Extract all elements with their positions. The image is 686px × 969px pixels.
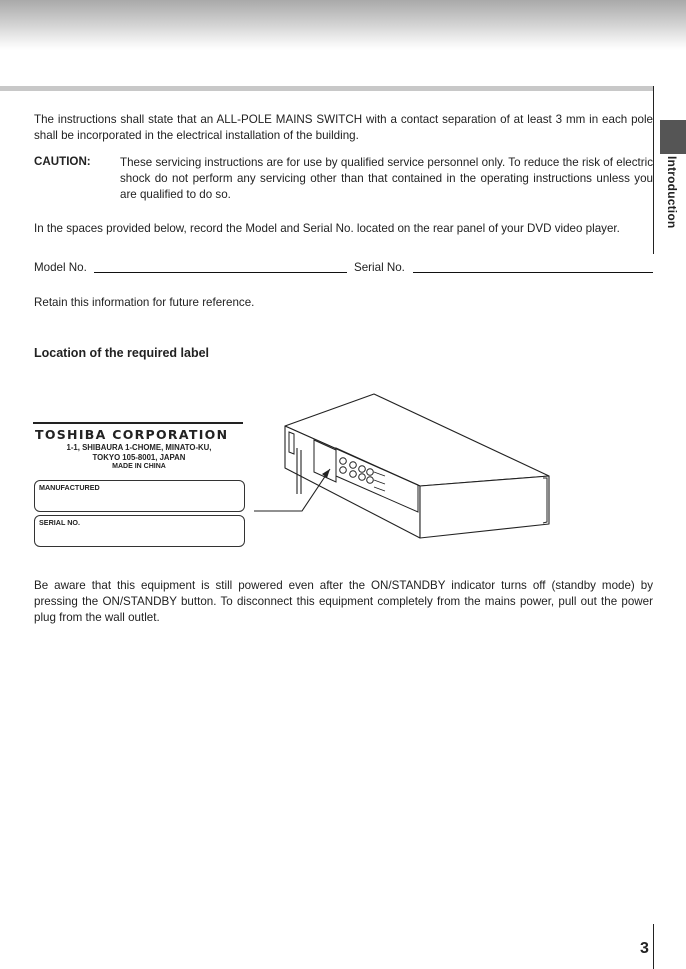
section-title: Location of the required label: [34, 346, 210, 360]
rating-label-illustration: [33, 422, 245, 548]
mains-switch-paragraph: The instructions shall state that an ALL-POLE MAINS SWITCH with a contact separation of at least 3 mm in each pole shall be incorporated in the electrical installation of the building.: [34, 113, 653, 142]
label-serial-text: SERIAL NO.: [39, 518, 81, 527]
model-no-label: Model No.: [34, 261, 87, 274]
header-rule: [0, 86, 653, 91]
caution-label: CAUTION:: [34, 155, 91, 168]
label-address-line1: 1-1, SHIBAURA 1-CHOME, MINATO-KU,: [66, 443, 212, 452]
section-tab-marker: [660, 120, 686, 154]
section-tab-label: Introduction: [665, 156, 679, 229]
side-rule: [653, 86, 654, 254]
label-manufactured-box: [34, 480, 245, 512]
label-manufactured-text: MANUFACTURED: [39, 483, 100, 492]
label-company: TOSHIBA CORPORATION: [35, 427, 229, 442]
label-top-rule: [33, 422, 243, 424]
caution-text: These servicing instructions are for use by qualified service personnel only. To reduce the risk of electric shock do not perform any servicing other than that contained in the operating instructions unless you are qualified to do so.: [120, 156, 653, 201]
serial-no-label: Serial No.: [354, 261, 405, 274]
label-address-line2: TOKYO 105-8001, JAPAN: [92, 453, 186, 462]
header-band: [0, 0, 686, 50]
serial-no-field[interactable]: [413, 272, 653, 273]
label-serial-box: [34, 515, 245, 547]
label-made-in: MADE IN CHINA: [112, 463, 166, 470]
page-number: 3: [640, 940, 649, 957]
standby-warning: Be aware that this equipment is still powered even after the ON/STANDBY indicator turns off (standby mode) by pressing the ON/STANDBY button. To disconnect this equipment completely from the mains power, pull out the power plug from the wall outlet.: [34, 579, 653, 624]
model-no-field[interactable]: [94, 272, 347, 273]
page-number-rule: [653, 924, 654, 969]
dvd-player-rear-illustration: [252, 390, 552, 540]
record-instruction: In the spaces provided below, record the Model and Serial No. located on the rear panel of your DVD video player.: [34, 222, 620, 235]
retain-note: Retain this information for future reference.: [34, 296, 255, 309]
